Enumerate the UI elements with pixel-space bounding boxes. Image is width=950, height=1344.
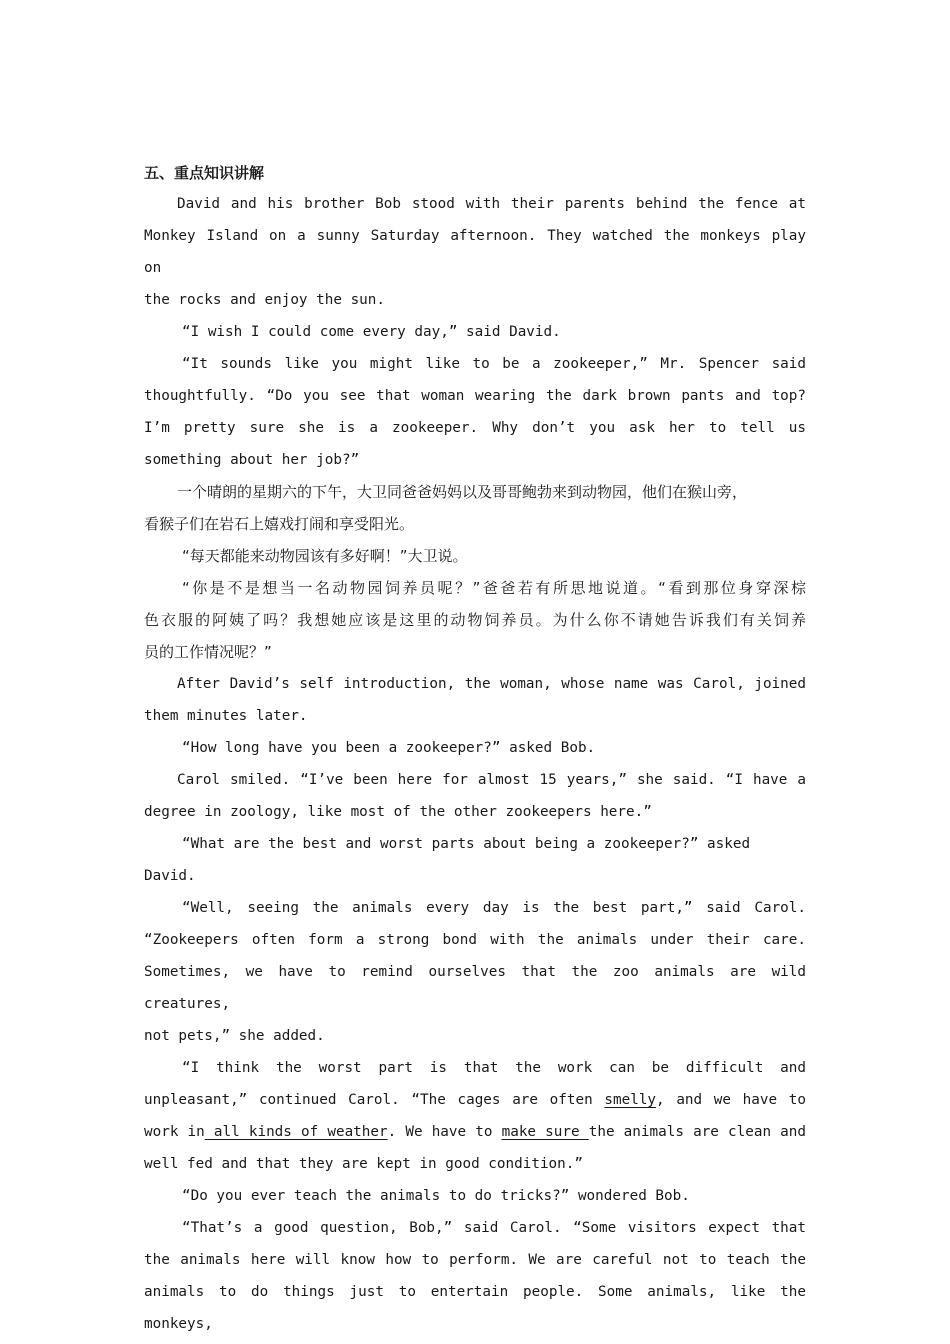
text-line: thoughtfully. “Do you see that woman wearing the dark brown pants and top? bbox=[144, 388, 806, 404]
section-heading: 五、重点知识讲解 bbox=[144, 164, 265, 182]
underlined-word-smelly: smelly bbox=[604, 1092, 657, 1108]
text-span: . We have to bbox=[387, 1124, 502, 1140]
text-line: “What are the best and worst parts about being a zookeeper?” asked David. bbox=[144, 836, 751, 884]
text-line: well fed and that they are kept in good condition.” bbox=[144, 1156, 583, 1172]
text-line: David and his brother Bob stood with their parents behind the fence at bbox=[177, 196, 806, 212]
chinese-translation-1 bbox=[144, 476, 806, 540]
paragraph-introduction bbox=[144, 668, 806, 732]
text-span: the animals are clean and bbox=[588, 1124, 806, 1140]
paragraph-david-wish bbox=[144, 316, 806, 348]
text-line: animals to do things just to entertain people. Some animals, like the monkeys, bbox=[144, 1284, 806, 1332]
chinese-translation-3 bbox=[144, 572, 806, 668]
text-line: 员的工作情况呢？” bbox=[144, 643, 272, 661]
text-line: 一个晴朗的星期六的下午，大卫同爸爸妈妈以及哥哥鲍勃来到动物园，他们在猴山旁， bbox=[177, 483, 748, 501]
text-line: “每天都能来动物园该有多好啊！”大卫说。 bbox=[182, 547, 468, 565]
text-span: , and we have to bbox=[656, 1092, 806, 1108]
text-line: “你是不是想当一名动物园饲养员呢？”爸爸若有所思地说道。“看到那位身穿深棕 bbox=[182, 579, 806, 597]
paragraph-david-question bbox=[144, 828, 806, 892]
text-line: “Zookeepers often form a strong bond with the animals under their care. bbox=[144, 932, 806, 948]
text-line: “That’s a good question, Bob,” said Carol. “Some visitors expect that bbox=[182, 1220, 806, 1236]
text-line: them minutes later. bbox=[144, 708, 308, 724]
document-page bbox=[144, 158, 806, 1340]
paragraph-bob-question bbox=[144, 732, 806, 764]
paragraph-worst-part bbox=[144, 1052, 806, 1180]
text-line: “I think the worst part is that the work can be difficult and bbox=[182, 1060, 806, 1076]
text-line: “Do you ever teach the animals to do tricks?” wondered Bob. bbox=[182, 1188, 690, 1204]
paragraph-carol-smiled bbox=[144, 764, 806, 828]
text-line: Monkey Island on a sunny Saturday afternoon. They watched the monkeys play on bbox=[144, 228, 806, 276]
underlined-phrase-all-kinds-of-weather: all kinds of weather bbox=[204, 1124, 388, 1140]
text-line: the rocks and enjoy the sun. bbox=[144, 292, 386, 308]
underlined-phrase-make-sure: make sure bbox=[501, 1124, 589, 1140]
text-span: work in bbox=[144, 1124, 205, 1140]
text-line: After David’s self introduction, the woman, whose name was Carol, joined bbox=[177, 676, 806, 692]
text-line: “It sounds like you might like to be a zookeeper,” Mr. Spencer said bbox=[182, 356, 806, 372]
text-line: I’m pretty sure she is a zookeeper. Why don’t you ask her to tell us bbox=[144, 420, 806, 436]
text-line: degree in zoology, like most of the other zookeepers here.” bbox=[144, 804, 652, 820]
text-line bbox=[144, 1084, 806, 1116]
text-line: not pets,” she added. bbox=[144, 1028, 325, 1044]
paragraph-mr-spencer bbox=[144, 348, 806, 476]
text-line: “How long have you been a zookeeper?” asked Bob. bbox=[182, 740, 596, 756]
text-line: “I wish I could come every day,” said David. bbox=[182, 324, 561, 340]
paragraph-intro bbox=[144, 188, 806, 316]
text-line: “Well, seeing the animals every day is the best part,” said Carol. bbox=[182, 900, 806, 916]
paragraph-best-part bbox=[144, 892, 806, 1052]
text-line: Carol smiled. “I’ve been here for almost 15 years,” she said. “I have a bbox=[177, 772, 806, 788]
chinese-translation-2 bbox=[144, 540, 806, 572]
paragraph-bob-tricks bbox=[144, 1180, 806, 1212]
text-line: something about her job?” bbox=[144, 452, 360, 468]
text-line: Sometimes, we have to remind ourselves that the zoo animals are wild creatures, bbox=[144, 964, 806, 1012]
text-line: 看猴子们在岩石上嬉戏打闹和享受阳光。 bbox=[144, 515, 415, 533]
paragraph-good-question bbox=[144, 1212, 806, 1340]
text-line bbox=[144, 1116, 806, 1148]
text-line: 色衣服的阿姨了吗？我想她应该是这里的动物饲养员。为什么你不请她告诉我们有关饲养 bbox=[144, 611, 806, 629]
text-span: unpleasant,” continued Carol. “The cages are often bbox=[144, 1092, 605, 1108]
text-line: the animals here will know how to perform. We are careful not to teach the bbox=[144, 1252, 806, 1268]
